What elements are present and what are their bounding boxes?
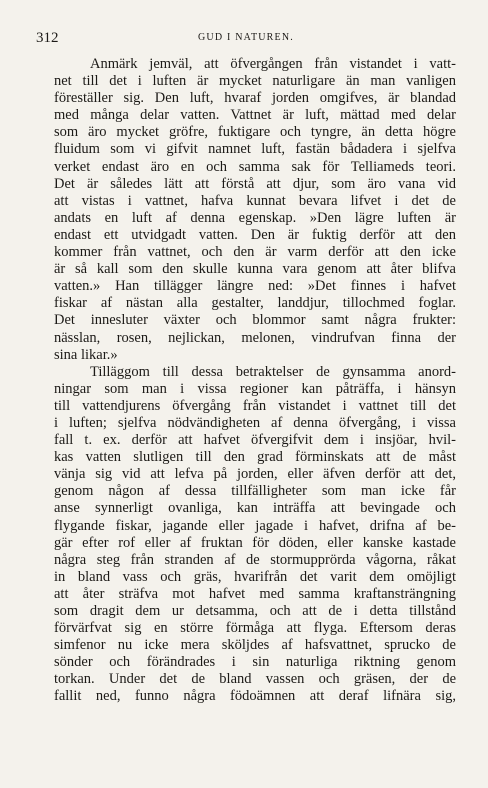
text-line: fiskar af nästan alla gestalter, landdjur, tillochmed foglar.	[54, 295, 456, 312]
text-line: fall t. ex. derför att hafvet öfvergifvit dem i insjöar, hvil-	[54, 432, 456, 449]
text-line: föreställer sig. Den luft, hvaraf jorden omgifves, är blandad	[54, 90, 456, 107]
text-line: i luften; sjelfva nödvändigheten af denna öfvergång, i vissa	[54, 414, 456, 431]
text-line: net till det i luften är mycket naturligare än man vanligen	[54, 73, 456, 90]
text-line: gär efter rof eller af fruktan för döden, eller kanske kastade	[54, 534, 456, 551]
text-line: sina likar.»	[54, 346, 118, 363]
text-line: Det innesluter växter och blommor samt några frukter:	[54, 312, 456, 329]
text-line: sönder och förändrades i sin naturliga riktning genom	[54, 654, 456, 671]
text-line: som dragit dem ur detsamma, och att de i detta tillstånd	[54, 603, 456, 619]
text-line: flygande fiskar, jagande eller jagade i hafvet, drifna af be-	[54, 517, 456, 534]
text-line: med många delar vatten. Vattnet är luft, mättad med delar	[54, 107, 456, 124]
page-header	[36, 30, 456, 50]
text-line: förvärfvat sig en större förmåga att flyga. Eftersom deras	[54, 620, 456, 637]
text-line: endast ett utvidgadt vatten. Den är fuktig derför att den	[54, 226, 456, 243]
text-line: andats en luft af denna egenskap. »Den lägre luften är	[54, 209, 456, 226]
text-line: ningar som man i vissa regioner kan påträffa, i hänsyn	[54, 380, 456, 397]
text-line: vatten.» Han tillägger längre ned: »Det finnes i hafvet	[54, 278, 456, 295]
text-line: kommer från vattnet, och den är varm derför att den icke	[54, 244, 456, 261]
text-line: som äro mycket gröfre, fuktigare och tyngre, än detta högre	[54, 124, 456, 141]
text-line: till vattendjurens öfvergång från vistandet i vattnet till det	[54, 397, 456, 414]
text-line: in bland vass och gräs, hvarifrån det varit dem omöjligt	[54, 568, 456, 585]
text-line: kas vatten slutligen till den grad förminskats att de måst	[54, 449, 456, 466]
text-line: att åter sträfva mot hafvet med samma kraftansträngning	[54, 585, 456, 602]
text-line: fluidum som vi gifvit namnet luft, fastän bådadera i sjelfva	[54, 141, 456, 158]
text-line: är så kall som den skulle kunna vara genom att åter blifva	[54, 261, 456, 278]
text-line: genom någon af dessa tillfälligheter som man icke får	[54, 483, 456, 500]
text-line: att vistas i vattnet, hafva kunnat bevara lifvet i det de	[54, 192, 456, 209]
text-line: Anmärk jemväl, att öfvergången från vistandet i vatt-	[90, 56, 456, 72]
text-line: simfenor nu icke mera sköljdes af hafsvattnet, sprucko de	[54, 637, 456, 654]
text-line: vänja sig vid att lefva på jorden, eller äfven derför att det,	[54, 466, 456, 483]
text-line: Det är således lätt att förstå att djur, som äro vana vid	[54, 175, 456, 192]
body-text	[54, 56, 456, 706]
page-number: 312	[36, 30, 59, 46]
text-line: fallit ned, funno några födoämnen att deraf lifnära sig,	[54, 688, 456, 705]
text-line: några steg från stranden af de stormupprörda vågorna, råkat	[54, 551, 456, 568]
text-line: verket endast äro en och samma sak för Telliameds teori.	[54, 158, 456, 175]
text-line: Tilläggom till dessa betraktelser de gynsamma anord-	[90, 363, 456, 380]
text-line: nässlan, rosen, nejlickan, melonen, vindrufvan finna der	[54, 329, 456, 346]
text-line: torkan. Under det de bland vassen och gräsen, der de	[54, 671, 456, 688]
text-line: anse synnerligt ovanliga, kan inträffa att bevingade och	[54, 500, 456, 517]
running-title: GUD I NATUREN.	[198, 32, 294, 43]
